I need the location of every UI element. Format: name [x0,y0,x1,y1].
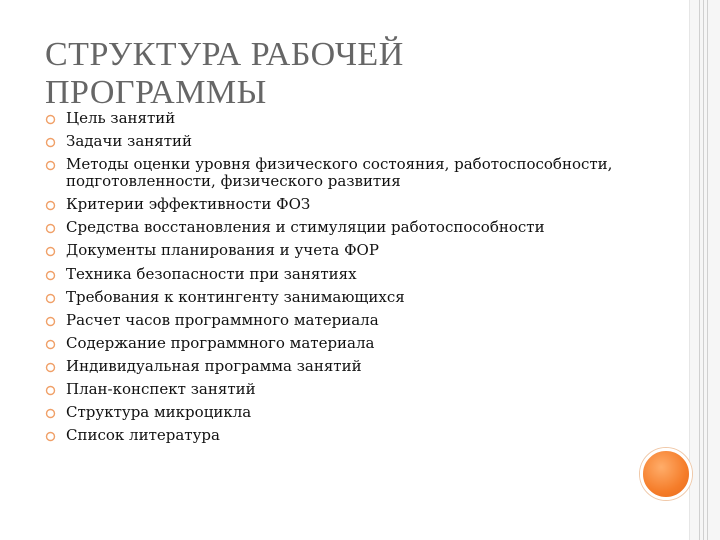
list-item-text-continued: подготовленности, физического развития [66,172,401,191]
list-item [45,289,665,306]
list-item [45,110,665,127]
slide-title [45,36,645,112]
list-item-text: Цель занятий [66,109,176,127]
circle-bullet-icon [45,137,56,148]
circle-bullet-icon [45,293,56,304]
border-stripe [703,0,704,540]
list-item [45,242,665,259]
circle-bullet-icon [45,223,56,234]
list-item [45,133,665,150]
list-item [45,427,665,444]
list-item [45,266,665,283]
list-item-text: Содержание программного материала [66,333,375,352]
circle-bullet-icon [45,114,56,125]
border-stripe [707,0,708,540]
list-item-text: Методы оценки уровня физического состояния, работоспособности, [66,155,613,174]
circle-bullet-icon [45,408,56,419]
title-line-2: ПРОГРАММЫ [45,74,267,111]
right-border-decoration [689,0,720,540]
circle-bullet-icon [45,270,56,281]
list-item [45,196,665,213]
list-item-text: Критерии эффективности ФОЗ [66,195,311,214]
list-item [45,404,665,421]
list-item-text: Средства восстановления и стимуляции работоспособности [66,218,545,237]
circle-bullet-icon [45,200,56,211]
list-item-text: Расчет часов программного материала [66,310,379,329]
list-item-text: Техника безопасности при занятиях [66,264,357,283]
list-item-text: Задачи занятий [66,132,193,151]
circle-bullet-icon [45,316,56,327]
circle-bullet-icon [45,362,56,373]
circle-bullet-icon [45,246,56,257]
border-stripe [699,0,700,540]
title-line-1: СТРУКТУРА РАБОЧЕЙ [45,36,404,73]
list-item [45,358,665,375]
list-item [45,156,665,190]
circle-bullet-icon [45,431,56,442]
bullet-list [45,110,665,450]
orange-circle-decoration [640,448,692,500]
list-item-text: Документы планирования и учета ФОР [66,241,379,260]
list-item-text: План-конспект занятий [66,380,256,399]
list-item-text: Список литература [66,426,220,445]
list-item [45,381,665,398]
list-item [45,219,665,236]
circle-bullet-icon [45,339,56,350]
circle-bullet-icon [45,160,56,171]
circle-bullet-icon [45,385,56,396]
list-item-text: Структура микроцикла [66,403,252,422]
list-item-text: Индивидуальная программа занятий [66,356,362,375]
list-item [45,312,665,329]
list-item-text: Требования к контингенту занимающихся [66,287,405,306]
list-item [45,335,665,352]
